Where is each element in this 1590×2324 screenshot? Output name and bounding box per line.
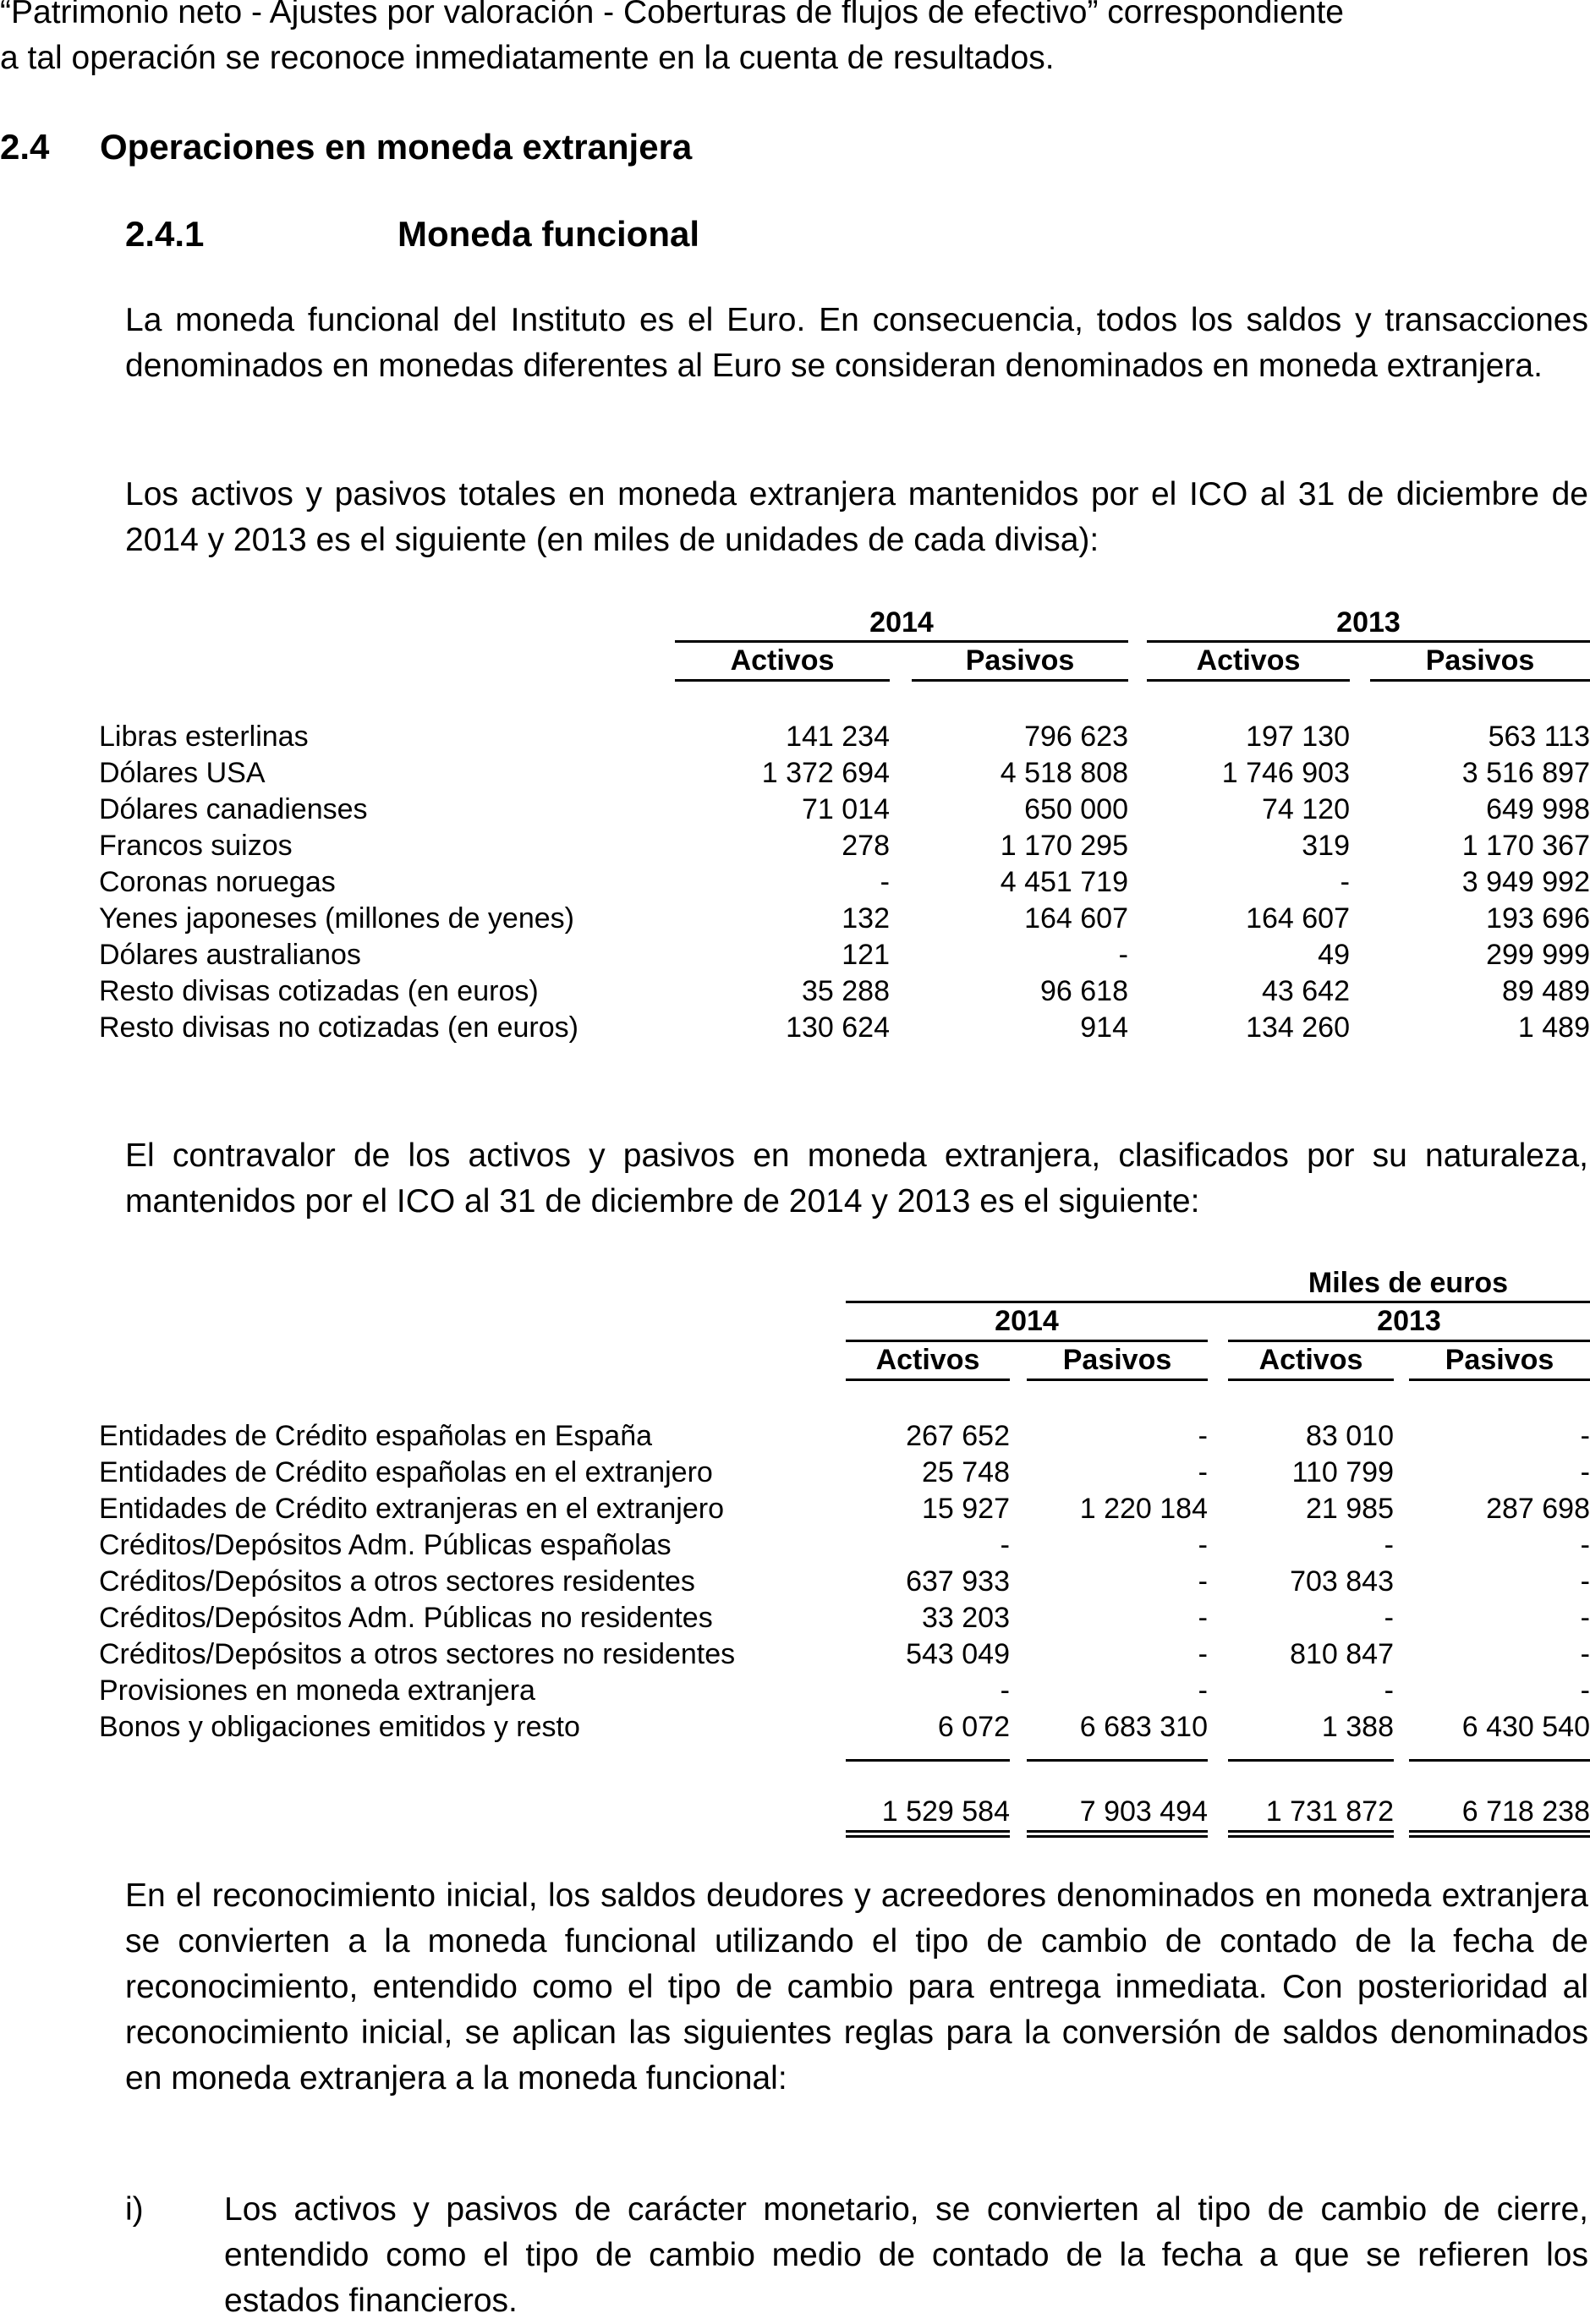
table1-row-value: 649 998 <box>1486 793 1590 825</box>
table2-total-rule-1 <box>846 1830 1010 1838</box>
paragraph-foreign-assets: Los activos y pasivos totales en moneda extranjera mantenidos por el ICO al 31 de diciembre de 2014 y 2013 es el siguiente (en miles de unidades de cada divisa): <box>125 476 1588 558</box>
list-item-marker: i) <box>125 2191 144 2228</box>
table2-rule-col2 <box>1027 1379 1208 1381</box>
table2-row-value: - <box>1198 1529 1208 1561</box>
table1-row-value: 1 170 295 <box>1000 830 1128 862</box>
table2-row-label: Créditos/Depósitos Adm. Públicas no residentes <box>99 1602 713 1634</box>
table1-row-label: Dólares australianos <box>99 939 361 971</box>
subsection-number: 2.4.1 <box>125 214 205 254</box>
table2-row-label: Créditos/Depósitos a otros sectores residentes <box>99 1565 695 1598</box>
table1-row-label: Resto divisas cotizadas (en euros) <box>99 975 539 1007</box>
table2-year-2013: 2013 <box>1377 1305 1441 1337</box>
table1-row-value: 49 <box>1318 939 1350 971</box>
table2-subtotal-rule-1 <box>846 1759 1010 1762</box>
table2-rule-col1 <box>846 1379 1010 1381</box>
table1-row-value: 1 489 <box>1517 1011 1590 1044</box>
section-number: 2.4 <box>0 127 50 167</box>
table2-subtotal-rule-4 <box>1409 1759 1590 1762</box>
table2-row-value: 6 683 310 <box>1079 1711 1208 1743</box>
table1-row-value: 4 518 808 <box>1000 757 1128 789</box>
table1-rule-col3 <box>1147 679 1350 682</box>
table1-row-value: 1 170 367 <box>1461 830 1590 862</box>
table1-col-pasivos-2014: Pasivos <box>965 644 1075 677</box>
table2-total-pasivos-2014: 7 903 494 <box>1079 1795 1208 1828</box>
table2-subtotal-rule-3 <box>1228 1759 1394 1762</box>
table1-row-value: 141 234 <box>786 721 890 753</box>
table2-row-value: - <box>1198 1565 1208 1598</box>
table2-row-label: Entidades de Crédito españolas en España <box>99 1420 653 1452</box>
table2-row-label: Bonos y obligaciones emitidos y resto <box>99 1711 580 1743</box>
table1-row-value: 1 746 903 <box>1221 757 1350 789</box>
table1-row-label: Yenes japoneses (millones de yenes) <box>99 902 574 935</box>
table2-row-value: - <box>1198 1420 1208 1452</box>
table2-col-activos-2013: Activos <box>1258 1344 1363 1376</box>
table2-row-value: 21 985 <box>1306 1493 1394 1525</box>
table1-row-value: 193 696 <box>1486 902 1590 935</box>
list-item-text: Los activos y pasivos de carácter monetario, se convierten al tipo de cambio de cierre, entendido como el tipo de cambio medio de contado de la fecha a que se refieren los estados financieros. <box>224 2191 1588 2319</box>
table2-row-value: 543 049 <box>906 1638 1010 1670</box>
table2-row-label: Entidades de Crédito españolas en el extranjero <box>99 1456 713 1488</box>
table2-total-activos-2014: 1 529 584 <box>881 1795 1010 1828</box>
table2-row-value: - <box>1580 1420 1590 1452</box>
table2-row-value: - <box>1384 1602 1394 1634</box>
table2-row-value: 33 203 <box>922 1602 1010 1634</box>
table1-row-value: 563 113 <box>1488 721 1590 753</box>
table1-row-value: 3 516 897 <box>1461 757 1590 789</box>
table1-row-value: 96 618 <box>1040 975 1128 1007</box>
table1-rule-col1 <box>675 679 890 682</box>
intro-line-2: a tal operación se reconoce inmediatamente en la cuenta de resultados. <box>0 40 1055 76</box>
table1-row-value: 164 607 <box>1024 902 1128 935</box>
table2-row-value: 267 652 <box>906 1420 1010 1452</box>
table2-rule-col3 <box>1228 1379 1394 1381</box>
table2-row-value: - <box>1580 1674 1590 1707</box>
table2-row-value: - <box>1198 1674 1208 1707</box>
table2-row-label: Entidades de Crédito extranjeras en el extranjero <box>99 1493 724 1525</box>
table2-row-value: 6 072 <box>937 1711 1010 1743</box>
paragraph-equivalent-value: El contravalor de los activos y pasivos en moneda extranjera, clasificados por su naturaleza, mantenidos por el ICO al 31 de diciembre de 2014 y 2013 es el siguiente: <box>125 1137 1588 1220</box>
table1-col-activos-2013: Activos <box>1196 644 1301 677</box>
table1-row-label: Coronas noruegas <box>99 866 336 898</box>
table1-row-value: 121 <box>842 939 890 971</box>
table2-col-pasivos-2014: Pasivos <box>1062 1344 1172 1376</box>
table2-row-value: 6 430 540 <box>1461 1711 1590 1743</box>
table2-row-value: 1 388 <box>1321 1711 1394 1743</box>
table2-row-value: - <box>1580 1529 1590 1561</box>
table2-row-value: 83 010 <box>1306 1420 1394 1452</box>
table2-row-value: 15 927 <box>922 1493 1010 1525</box>
intro-line-1: “Patrimonio neto - Ajustes por valoración - Coberturas de flujos de efectivo” correspondiente <box>0 0 1344 30</box>
table1-row-value: 43 642 <box>1262 975 1350 1007</box>
table2-year-2014: 2014 <box>995 1305 1059 1337</box>
paragraph-initial-recognition: En el reconocimiento inicial, los saldos deudores y acreedores denominados en moneda extranjera se convierten a la moneda funcional utilizando el tipo de cambio de contado de la fecha de reconocimiento, entendido como el tipo de cambio para entrega inmediata. Con posterioridad al reconocimiento inicial, se aplican las siguientes reglas para la conversión de saldos denominados en moneda extranjera a la moneda funcional: <box>125 1877 1588 2097</box>
table1-row-value: 299 999 <box>1486 939 1590 971</box>
table1-rule-col4 <box>1370 679 1590 682</box>
table2-row-value: 637 933 <box>906 1565 1010 1598</box>
table2-row-value: - <box>1580 1602 1590 1634</box>
table1-row-label: Libras esterlinas <box>99 721 309 753</box>
table1-row-value: 3 949 992 <box>1461 866 1590 898</box>
table1-rule-col2 <box>912 679 1128 682</box>
table1-row-value: 650 000 <box>1024 793 1128 825</box>
table2-row-value: - <box>1580 1456 1590 1488</box>
table1-row-value: 35 288 <box>802 975 890 1007</box>
table2-unit: Miles de euros <box>1308 1267 1509 1299</box>
table2-col-activos-2014: Activos <box>875 1344 980 1376</box>
table2-row-value: 110 799 <box>1291 1456 1394 1488</box>
table1-row-label: Dólares USA <box>99 757 266 789</box>
table1-row-value: 134 260 <box>1246 1011 1350 1044</box>
table1-col-pasivos-2013: Pasivos <box>1425 644 1535 677</box>
table2-row-label: Créditos/Depósitos Adm. Públicas españolas <box>99 1529 672 1561</box>
table2-rule-col4 <box>1409 1379 1590 1381</box>
table1-row-value: 4 451 719 <box>1000 866 1128 898</box>
table1-row-label: Resto divisas no cotizadas (en euros) <box>99 1011 578 1044</box>
table1-row-label: Francos suizos <box>99 830 293 862</box>
table2-total-rule-2 <box>1027 1830 1208 1838</box>
section-title: Operaciones en moneda extranjera <box>100 127 693 167</box>
table2-row-value: 703 843 <box>1290 1565 1394 1598</box>
table2-row-value: - <box>1384 1529 1394 1561</box>
table2-row-label: Provisiones en moneda extranjera <box>99 1674 535 1707</box>
table1-row-value: 278 <box>842 830 890 862</box>
subsection-title: Moneda funcional <box>398 214 699 254</box>
table1-row-value: - <box>1340 866 1350 898</box>
table1-row-value: 71 014 <box>802 793 890 825</box>
table2-total-activos-2013: 1 731 872 <box>1265 1795 1394 1828</box>
table1-row-value: 796 623 <box>1024 721 1128 753</box>
table1-row-value: 74 120 <box>1262 793 1350 825</box>
table2-row-value: 287 698 <box>1486 1493 1590 1525</box>
table1-row-value: - <box>1118 939 1128 971</box>
table1-row-value: 89 489 <box>1502 975 1590 1007</box>
table2-row-value: - <box>1580 1565 1590 1598</box>
table2-row-label: Créditos/Depósitos a otros sectores no residentes <box>99 1638 736 1670</box>
table1-row-value: - <box>880 866 890 898</box>
table2-row-value: - <box>1384 1674 1394 1707</box>
table2-row-value: - <box>1198 1602 1208 1634</box>
table1-row-value: 132 <box>842 902 890 935</box>
table2-row-value: 810 847 <box>1290 1638 1394 1670</box>
table2-row-value: - <box>1198 1456 1208 1488</box>
table1-col-activos-2014: Activos <box>730 644 835 677</box>
table2-row-value: - <box>1000 1674 1010 1707</box>
table1-row-value: 319 <box>1302 830 1350 862</box>
table2-row-value: - <box>1000 1529 1010 1561</box>
table1-row-label: Dólares canadienses <box>99 793 368 825</box>
table1-row-value: 197 130 <box>1246 721 1350 753</box>
table1-year-2014: 2014 <box>869 606 934 639</box>
table2-col-pasivos-2013: Pasivos <box>1445 1344 1554 1376</box>
table1-row-value: 914 <box>1080 1011 1128 1044</box>
table1-year-2013: 2013 <box>1336 606 1401 639</box>
table2-row-value: 25 748 <box>922 1456 1010 1488</box>
table2-row-value: - <box>1580 1638 1590 1670</box>
table2-total-rule-4 <box>1409 1830 1590 1838</box>
table2-subtotal-rule-2 <box>1027 1759 1208 1762</box>
table1-row-value: 1 372 694 <box>761 757 890 789</box>
paragraph-functional-currency: La moneda funcional del Instituto es el Euro. En consecuencia, todos los saldos y transacciones denominados en monedas diferentes al Euro se consideran denominados en moneda extranjera. <box>125 302 1588 384</box>
table2-row-value: 1 220 184 <box>1079 1493 1208 1525</box>
table2-row-value: - <box>1198 1638 1208 1670</box>
table1-row-value: 164 607 <box>1246 902 1350 935</box>
table2-total-pasivos-2013: 6 718 238 <box>1461 1795 1590 1828</box>
table1-row-value: 130 624 <box>786 1011 890 1044</box>
table2-total-rule-3 <box>1228 1830 1394 1838</box>
